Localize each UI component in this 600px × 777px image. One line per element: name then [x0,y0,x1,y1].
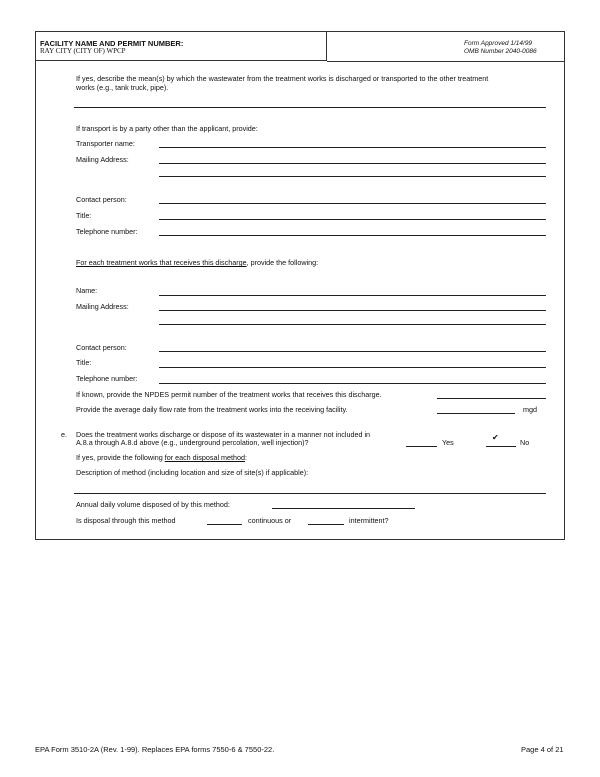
section-e-letter: e. [61,430,67,439]
volume-label: Annual daily volume disposed of by this method: [76,500,230,509]
continuous-label: continuous or [248,516,292,525]
transporter-title-label: Title: [76,211,92,220]
receiving-mailing-field-2[interactable] [159,324,546,325]
section-e-followup: If yes, provide the following for each disposal method: [76,453,248,462]
flow-label: Provide the average daily flow rate from the treatment works into the receiving facility. [76,405,348,414]
method-label: Description of method (including location and size of site(s) if applicable): [76,468,309,477]
npdes-label: If known, provide the NPDES permit number of the treatment works that receives this discharge. [76,390,382,399]
receiving-phone-field[interactable] [159,383,546,384]
transporter-name-field[interactable] [159,147,546,148]
receiving-mailing-label: Mailing Address: [76,302,129,311]
transporter-phone-field[interactable] [159,235,546,236]
yes-answer-field[interactable] [406,446,437,447]
npdes-field[interactable] [437,398,546,399]
disposal-label: Is disposal through this method [76,516,176,525]
method-answer-line[interactable] [74,493,546,494]
omb-number: OMB Number 2040-0086 [464,48,537,55]
receiving-name-field[interactable] [159,295,546,296]
footer-page-number: Page 4 of 21 [521,745,564,754]
intermittent-label: intermittent? [349,516,389,525]
receiving-contact-label: Contact person: [76,343,127,352]
receiving-title-label: Title: [76,358,92,367]
no-check-icon: ✔ [492,433,499,442]
transporter-mailing-field-1[interactable] [159,163,546,164]
form-approved: Form Approved 1/14/99 [464,40,533,47]
footer-form-id: EPA Form 3510-2A (Rev. 1-99). Replaces EPA forms 7550-6 & 7550-22. [35,745,275,754]
facility-value: RAY CITY (CITY OF) WPCP [40,47,126,55]
facility-label: FACILITY NAME AND PERMIT NUMBER: [40,39,184,48]
no-answer-field[interactable] [486,446,516,447]
transporter-title-field[interactable] [159,219,546,220]
flow-unit: mgd [523,405,537,414]
yes-label: Yes [442,438,454,447]
section-e-question-line1: Does the treatment works discharge or dispose of its wastewater in a manner not included in [76,430,371,439]
means-question-line1: If yes, describe the mean(s) by which the wastewater from the treatment works is discharged or transported to the other treatment [76,74,489,83]
receiving-intro: For each treatment works that receives this discharge, provide the following: [76,258,319,267]
receiving-contact-field[interactable] [159,351,546,352]
transporter-contact-label: Contact person: [76,195,127,204]
receiving-phone-label: Telephone number: [76,374,138,383]
volume-field[interactable] [272,508,415,509]
transporter-contact-field[interactable] [159,203,546,204]
means-answer-line[interactable] [74,107,546,108]
transporter-intro: If transport is by a party other than the applicant, provide: [76,124,258,133]
intermittent-field[interactable] [308,524,344,525]
continuous-field[interactable] [207,524,242,525]
means-question-line2: works (e.g., tank truck, pipe). [76,83,169,92]
transporter-mailing-field-2[interactable] [159,176,546,177]
receiving-title-field[interactable] [159,367,546,368]
receiving-name-label: Name: [76,286,98,295]
receiving-mailing-field-1[interactable] [159,310,546,311]
no-label: No [520,438,530,447]
transporter-name-label: Transporter name: [76,139,135,148]
transporter-mailing-label: Mailing Address: [76,155,129,164]
transporter-phone-label: Telephone number: [76,227,138,236]
flow-field[interactable] [437,413,515,414]
section-e-question-line2: A.8.a through A.8.d above (e.g., underground percolation, well injection)? [76,438,309,447]
header-divider [327,61,565,62]
